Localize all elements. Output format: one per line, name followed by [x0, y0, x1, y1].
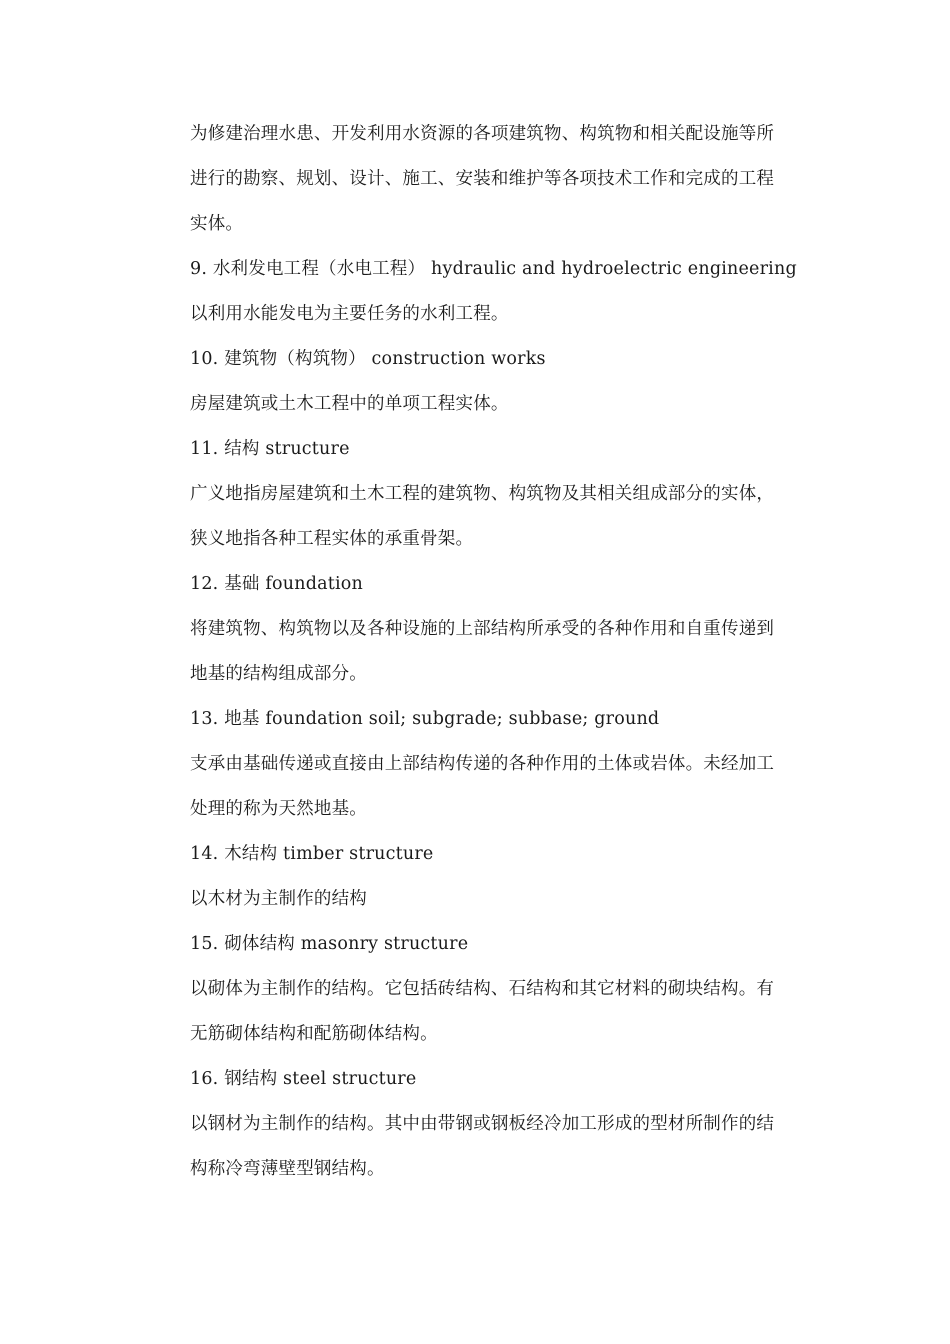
entry-11 [190, 427, 835, 562]
entry-definition-line: 房屋建筑或土木工程中的单项工程实体。 [190, 394, 509, 414]
entry-heading: 14. 木结构 timber structure [190, 844, 434, 864]
entry-definition-line: 广义地指房屋建筑和土木工程的建筑物、构筑物及其相关组成部分的实体， [190, 484, 775, 504]
entry-14 [190, 832, 835, 922]
entry-12 [190, 562, 835, 697]
entry-definition-line: 狭义地指各种工程实体的承重骨架。 [190, 529, 474, 549]
entry-definition-line: 构称冷弯薄壁型钢结构。 [190, 1159, 385, 1179]
intro-line: 进行的勘察、规划、设计、施工、安装和维护等各项技术工作和完成的工程 [190, 169, 775, 189]
entry-definition-line: 无筋砌体结构和配筋砌体结构。 [190, 1024, 438, 1044]
entry-heading: 11. 结构 structure [190, 439, 350, 459]
entry-9 [190, 247, 835, 337]
entry-definition-line: 以钢材为主制作的结构。其中由带钢或钢板经冷加工形成的型材所制作的结 [190, 1114, 775, 1134]
entry-definition-line: 以木材为主制作的结构 [190, 889, 367, 909]
entry-heading: 15. 砌体结构 masonry structure [190, 934, 469, 954]
intro-line: 实体。 [190, 214, 244, 234]
entry-15 [190, 922, 835, 1057]
intro-line: 为修建治理水患、开发利用水资源的各项建筑物、构筑物和相关配设施等所 [190, 124, 775, 144]
entry-10 [190, 337, 835, 427]
entry-heading: 12. 基础 foundation [190, 574, 363, 594]
entry-heading: 10. 建筑物（构筑物） construction works [190, 349, 546, 369]
entry-definition-line: 将建筑物、构筑物以及各种设施的上部结构所承受的各种作用和自重传递到 [190, 619, 775, 639]
entry-heading: 13. 地基 foundation soil; subgrade; subbase; ground [190, 709, 660, 729]
entry-definition-line: 处理的称为天然地基。 [190, 799, 367, 819]
intro-paragraph [190, 112, 835, 247]
entry-definition-line: 以利用水能发电为主要任务的水利工程。 [190, 304, 509, 324]
entry-definition-line: 地基的结构组成部分。 [190, 664, 367, 684]
document-page [190, 112, 835, 1192]
entry-heading: 16. 钢结构 steel structure [190, 1069, 417, 1089]
entry-13 [190, 697, 835, 832]
entry-definition-line: 支承由基础传递或直接由上部结构传递的各种作用的土体或岩体。未经加工 [190, 754, 775, 774]
entry-definition-line: 以砌体为主制作的结构。它包括砖结构、石结构和其它材料的砌块结构。有 [190, 979, 775, 999]
entry-16 [190, 1057, 835, 1192]
entry-heading: 9. 水利发电工程（水电工程） hydraulic and hydroelectric engineering [190, 259, 797, 279]
